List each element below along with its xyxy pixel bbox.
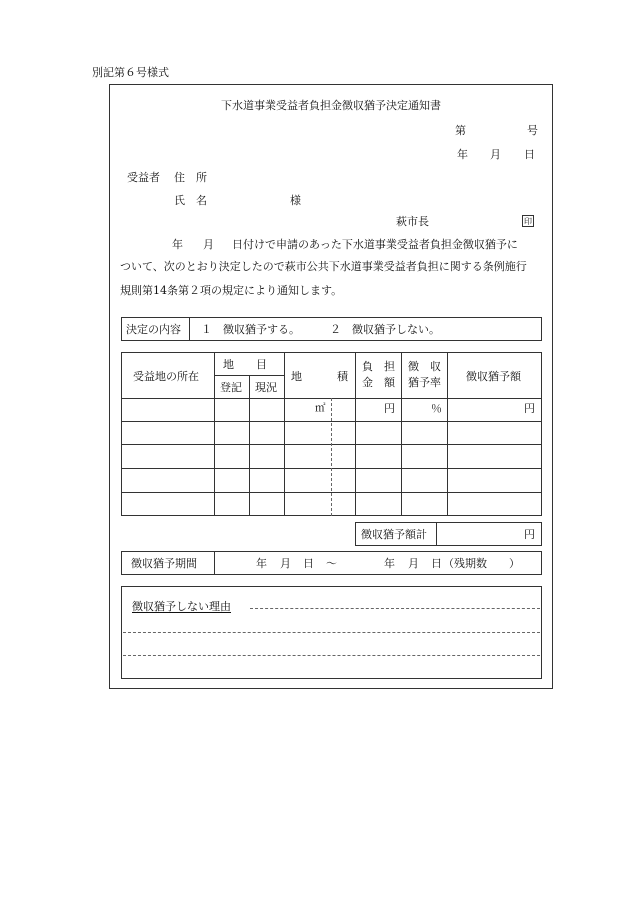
- unit-area: ㎡: [315, 402, 326, 414]
- period-to-month: 月: [408, 557, 419, 570]
- header-charge-2: 金 額: [362, 376, 395, 389]
- seal-mark: 印: [524, 217, 532, 226]
- date-year: 年: [457, 148, 468, 161]
- body-line-3: 規則第14条第２項の規定により通知します。: [120, 284, 343, 297]
- date-month: 月: [490, 148, 501, 161]
- body-year: 年: [172, 238, 183, 251]
- decision-label: 決定の内容: [126, 323, 181, 336]
- date-day: 日: [524, 148, 535, 161]
- address-label: 住 所: [174, 171, 207, 184]
- header-location: 受益地の所在: [133, 370, 199, 383]
- period-remaining: （残期数 ）: [443, 557, 520, 570]
- reason-label: 徴収猶予しない理由: [132, 600, 231, 613]
- header-registered: 登記: [220, 381, 242, 394]
- header-rate-1: 徴 収: [408, 360, 441, 373]
- header-area-1: 地: [291, 370, 302, 383]
- header-area-2: 積: [337, 370, 348, 383]
- form-label: 別記第６号様式: [92, 66, 169, 79]
- body-line-1: [172, 234, 518, 256]
- doc-number-prefix: 第: [455, 124, 466, 137]
- unit-charge-yen: 円: [384, 402, 395, 415]
- unit-percent: ％: [431, 402, 442, 415]
- document-title: 下水道事業受益者負担金徴収猶予決定通知書: [221, 99, 441, 112]
- body-month: 月: [203, 238, 214, 251]
- period-from-month: 月: [280, 557, 291, 570]
- total-label: 徴収猶予額計: [361, 528, 427, 541]
- honorific: 様: [290, 194, 301, 207]
- period-tilde: ～: [326, 557, 337, 570]
- period-from-year: 年: [256, 557, 267, 570]
- period-to-day: 日: [431, 557, 442, 570]
- unit-deferred-yen: 円: [524, 402, 535, 415]
- issuer-title: 萩市長: [396, 215, 429, 228]
- header-deferred: 徴収猶予額: [466, 370, 521, 383]
- period-from-day: 日: [303, 557, 314, 570]
- recipient-label: 受益者: [127, 171, 160, 184]
- body-rest-1: 日付けで申請のあった下水道事業受益者負担金徴収猶予に: [232, 238, 518, 251]
- decision-option-1: １ 徴収猶予する。: [201, 323, 300, 336]
- header-land-category: 地 目: [223, 358, 267, 371]
- name-label: 氏 名: [174, 194, 207, 207]
- total-unit: 円: [524, 528, 535, 541]
- decision-option-2: ２ 徴収猶予しない。: [330, 323, 440, 336]
- header-charge-1: 負 担: [362, 360, 395, 373]
- period-to-year: 年: [384, 557, 395, 570]
- period-label: 徴収猶予期間: [131, 557, 197, 570]
- header-rate-2: 猶予率: [408, 376, 441, 389]
- header-current: 現況: [255, 381, 277, 394]
- body-line-2: ついて、次のとおり決定したので萩市公共下水道事業受益者負担に関する条例施行: [120, 260, 527, 273]
- doc-number-suffix: 号: [527, 124, 538, 137]
